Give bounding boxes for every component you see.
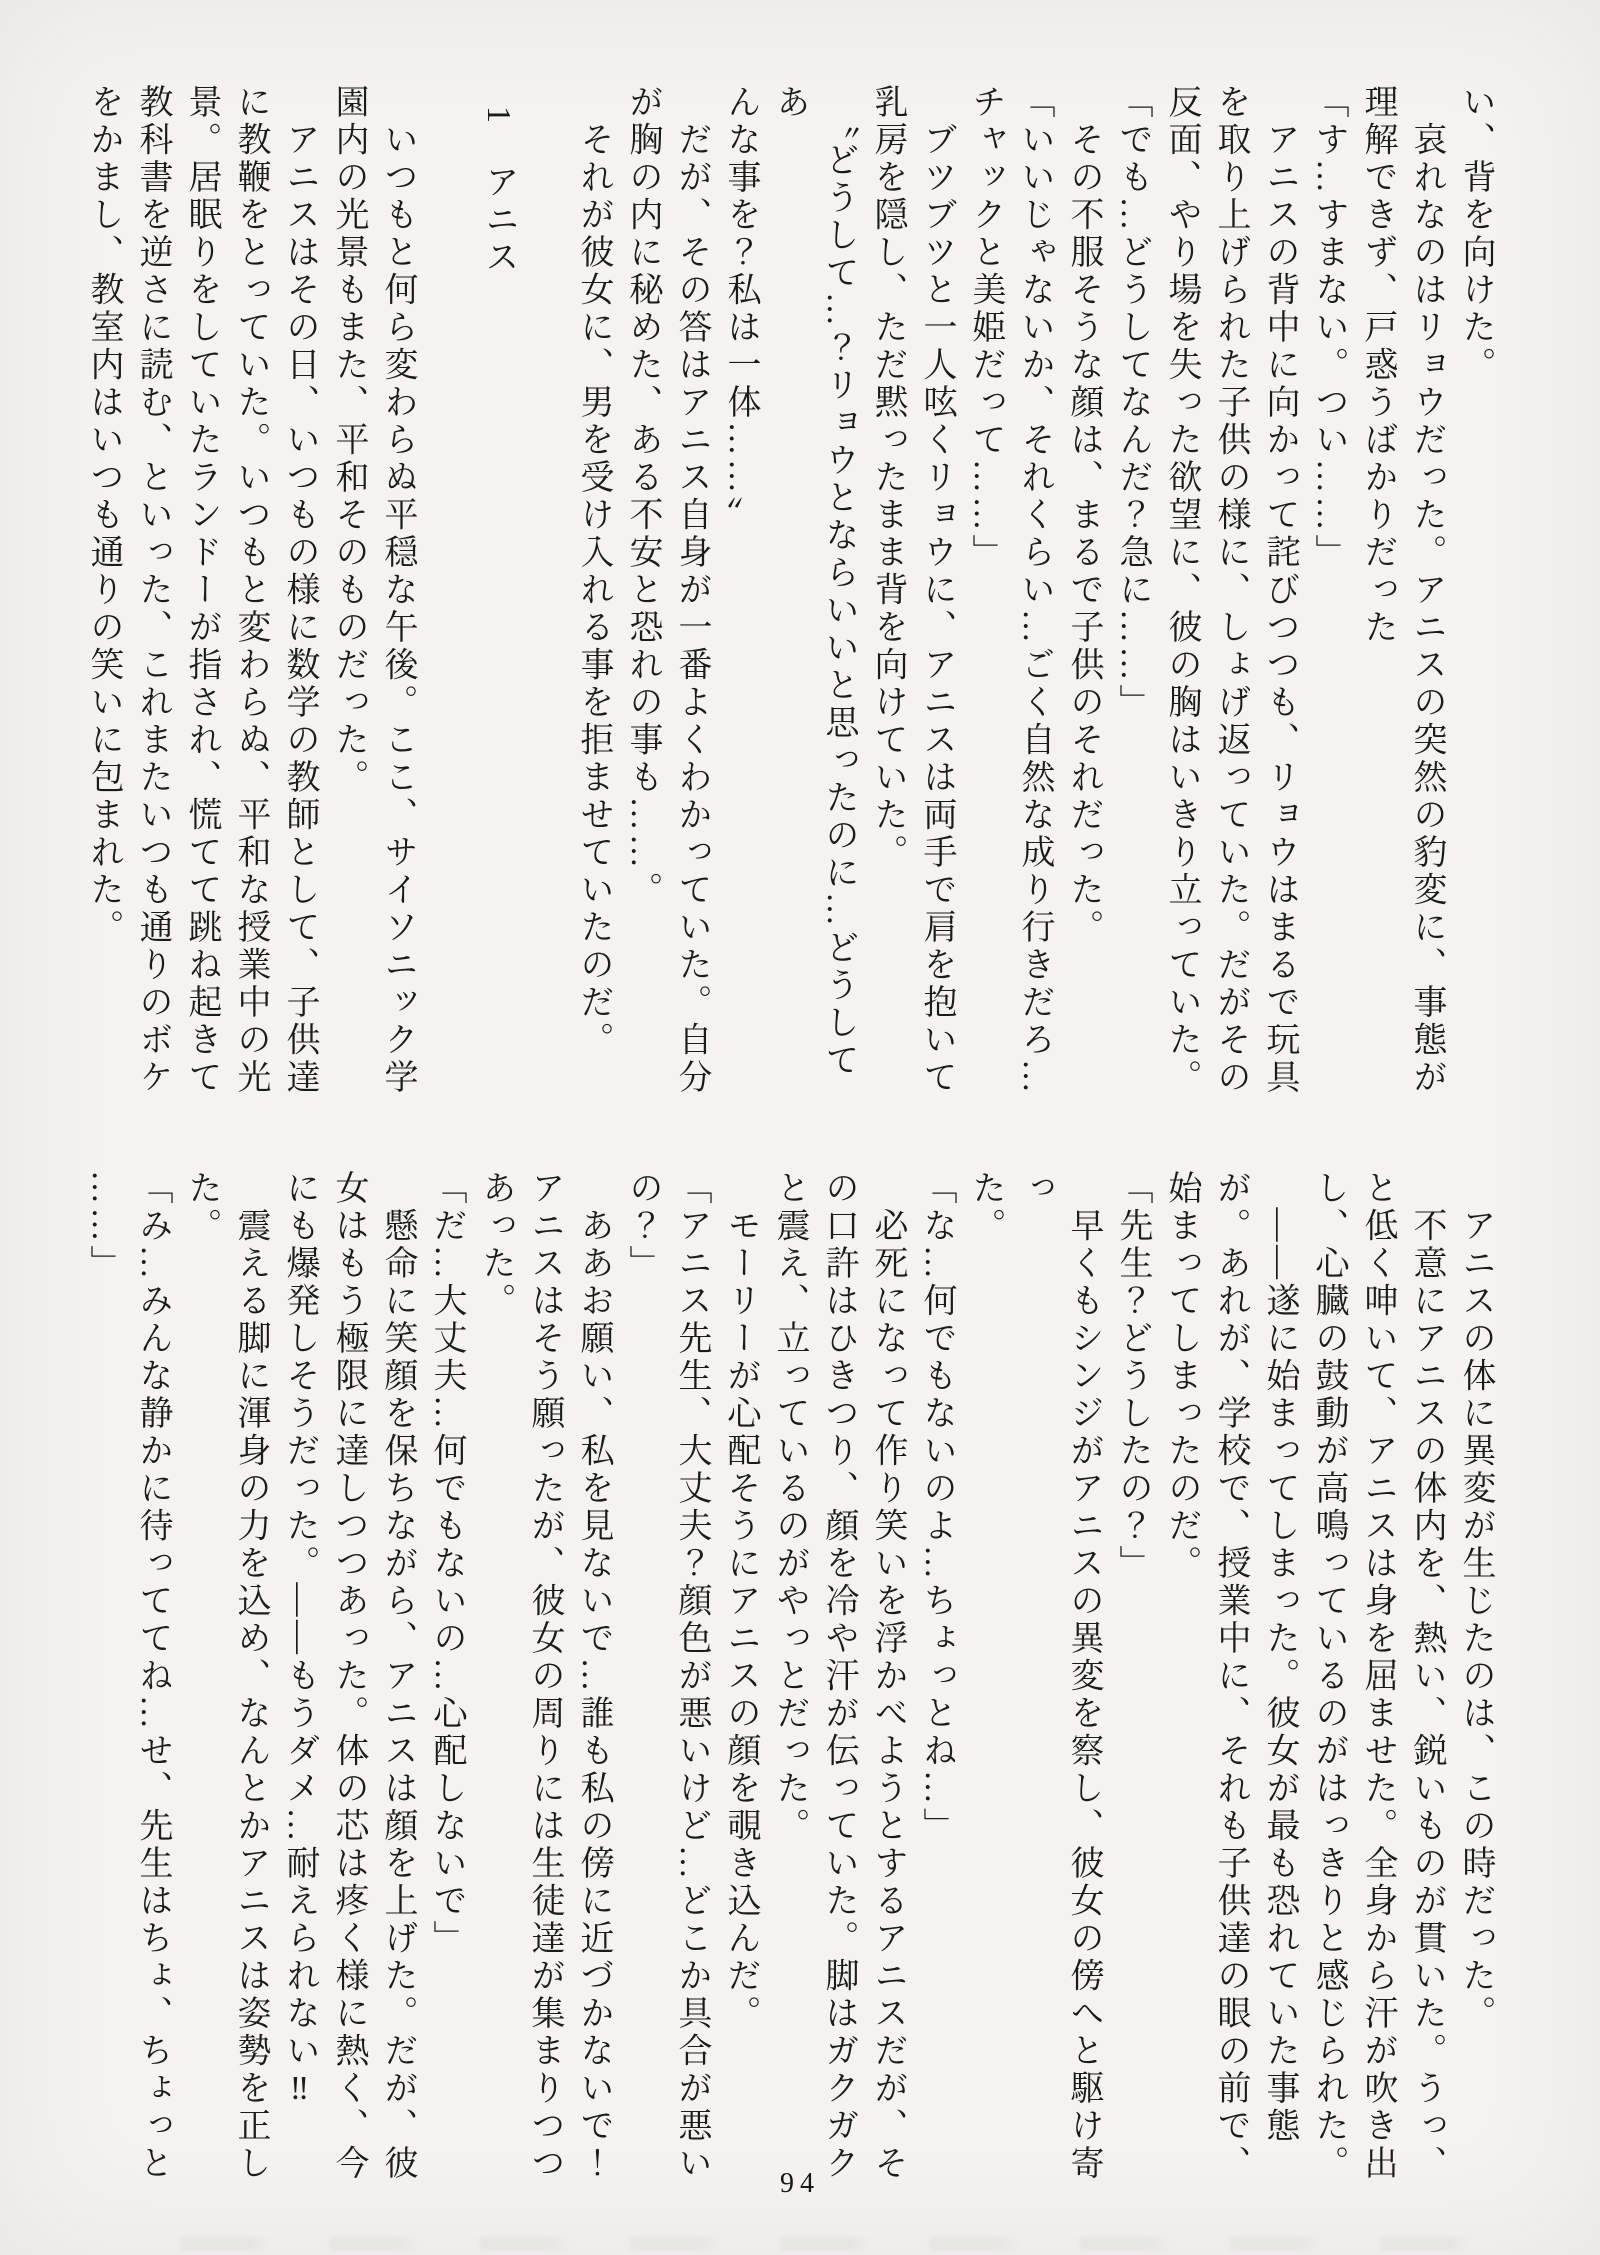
- text-line: だが、その答はアニス自身が一番よくわかっていた。自分: [673, 84, 710, 1097]
- scan-bleed-artifact: [180, 2237, 1480, 2251]
- text-line: 「す…すまない。つい……」: [1310, 84, 1347, 572]
- text-line: いつもと何ら変わらぬ平穏な午後。ここ、サイソニック学: [379, 84, 416, 1097]
- text-line: し、心臓の鼓動が高鳴っているのがはっきりと感じられた。: [1310, 1170, 1347, 2183]
- text-line: 理解できず、戸惑うばかりだった: [1359, 84, 1396, 647]
- text-line: にも爆発しそうだった。――もうダメ…耐えられない‼: [281, 1170, 318, 2111]
- text-line: た。: [183, 1170, 220, 1245]
- text-line: 園内の光景もまた、平和そのものだった。: [330, 84, 367, 797]
- text-line: ……」: [85, 1170, 122, 1283]
- text-line: 〝どうして…？リョウとならいいと思ったのに…どうしてあ: [771, 84, 857, 1080]
- text-line: 早くもシンジがアニスの異変を察し、彼女の傍へと駆け寄っ: [1016, 1170, 1102, 2183]
- text-line: 景。居眠りをしていたランドーが指され、慌てて跳ね起きて: [183, 84, 220, 1097]
- text-line: に教鞭をとっていた。いつもと変わらぬ、平和な授業中の光: [232, 84, 269, 1097]
- text-line: その不服そうな顔は、まるで子供のそれだった。: [1065, 84, 1102, 947]
- text-line: アニスの体に異変が生じたのは、この時だった。: [1457, 1170, 1494, 2033]
- text-line: ブツブツと一人呟くリョウに、アニスは両手で肩を抱いて: [918, 84, 955, 1097]
- text-line: 震える脚に渾身の力を込め、なんとかアニスは姿勢を正し: [232, 1170, 269, 2183]
- text-line: 不意にアニスの体内を、熱い、鋭いものが貫いた。うっ、: [1408, 1170, 1445, 2183]
- text-line: が。あれが、学校で、授業中に、それも子供達の眼の前で、: [1212, 1170, 1249, 2183]
- text-line: 「先生？どうしたの？」: [1114, 1170, 1151, 1583]
- text-line: 反面、やり場を失った欲望に、彼の胸はいきり立っていた。: [1163, 84, 1200, 1097]
- text-line: 女はもう極限に達しつつあった。体の芯は疼く様に熱く、今: [330, 1170, 367, 2183]
- text-line: 乳房を隠し、ただ黙ったまま背を向けていた。: [869, 84, 906, 872]
- text-line: アニスはそう願ったが、彼女の周りには生徒達が集まりつつ: [526, 1170, 563, 2183]
- text-line: 哀れなのはリョウだった。アニスの突然の豹変に、事態が: [1408, 84, 1445, 1097]
- text-line: 「でも…どうしてなんだ？急に……」: [1114, 84, 1151, 722]
- text-line: 「な…何でもないのよ…ちょっとね…」: [918, 1170, 955, 1845]
- text-line: 始まってしまったのだ。: [1163, 1170, 1200, 1583]
- text-line: モーリーが心配そうにアニスの顔を覗き込んだ。: [722, 1170, 759, 2033]
- text-line: ――遂に始まってしまった。彼女が最も恐れていた事態: [1261, 1170, 1298, 2145]
- text-line: あった。: [477, 1170, 514, 1320]
- text-line: 「アニス先生、大丈夫？顔色が悪いけど…どこか具合が悪い: [673, 1170, 710, 2183]
- text-line: それが彼女に、男を受け入れる事を拒ませていたのだ。: [575, 84, 612, 1059]
- text-line: 必死になって作り笑いを浮かべようとするアニスだが、そ: [869, 1170, 906, 2183]
- text-line: んな事を？私は一体……〟: [722, 84, 759, 534]
- page-number: 94: [780, 2168, 820, 2199]
- text-line: と震え、立っているのがやっとだった。: [771, 1170, 808, 1845]
- text-line: 「み…みんな静かに待っててね…せ、先生はちょ、ちょっと: [134, 1170, 171, 2183]
- text-line: 「いいじゃないか、それくらい…ごく自然な成り行きだろ…: [1016, 84, 1053, 1097]
- text-line: の？」: [624, 1170, 661, 1283]
- text-line: ああお願い、私を見ないで…誰も私の傍に近づかないで！: [575, 1170, 612, 2183]
- top-text-block: [79, 84, 1500, 1102]
- text-line: を取り上げられた子供の様に、しょげ返っていた。だがその: [1212, 84, 1249, 1097]
- text-line: い、背を向けた。: [1457, 84, 1494, 384]
- text-line: 教科書を逆さに読む、といった、これまたいつも通りのボケ: [134, 84, 171, 1097]
- text-line: アニスはその日、いつもの様に数学の教師として、子供達: [281, 84, 318, 1097]
- text-line: 「だ…大丈夫…何でもないの…心配しないで」: [428, 1170, 465, 1958]
- text-line: アニスの背中に向かって詫びつつも、リョウはまるで玩具: [1261, 84, 1298, 1097]
- section-heading: 1 アニス: [480, 106, 517, 277]
- text-line: の口許はひきつり、顔を冷や汗が伝っていた。脚はガクガク: [820, 1170, 857, 2183]
- text-line: と低く呻いて、アニスは身を屈ませた。全身から汗が吹き出: [1359, 1170, 1396, 2183]
- bottom-text-block: [79, 1170, 1500, 2204]
- text-line: 懸命に笑顔を保ちながら、アニスは顔を上げた。だが、彼: [379, 1170, 416, 2183]
- text-line: が胸の内に秘めた、ある不安と恐れの事も……。: [624, 84, 661, 909]
- text-line: をかまし、教室内はいつも通りの笑いに包まれた。: [85, 84, 122, 947]
- text-line: チャックと美姫だって……」: [967, 84, 1004, 572]
- text-line: た。: [967, 1170, 1004, 1245]
